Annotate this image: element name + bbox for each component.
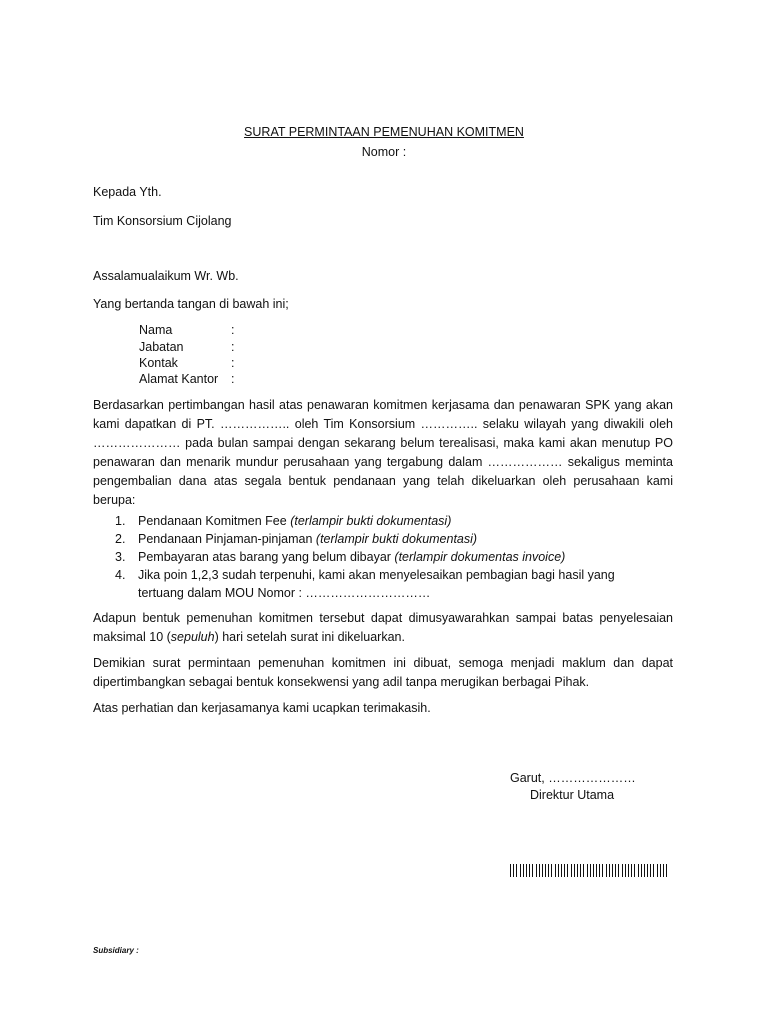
list-item-number: 2. — [115, 532, 126, 546]
barcode-bar — [516, 864, 517, 877]
barcode-bar — [618, 864, 619, 877]
recipient-salutation: Kepada Yth. — [93, 185, 162, 199]
identity-colon: : — [231, 372, 235, 386]
barcode-bar — [606, 864, 607, 877]
barcode-bar — [513, 864, 514, 877]
barcode-bar — [571, 864, 572, 877]
identity-label: Jabatan — [139, 340, 184, 354]
barcode-signature — [510, 864, 673, 877]
barcode-bar — [628, 864, 629, 877]
identity-label: Nama — [139, 323, 173, 337]
barcode-bar — [590, 864, 591, 877]
identity-row-alamat — [139, 372, 234, 388]
list-item-note: (terlampir dokumentas invoice) — [394, 550, 566, 564]
barcode-bar — [539, 864, 540, 877]
barcode-bar — [545, 864, 546, 877]
barcode-bar — [647, 864, 648, 877]
barcode-bar — [644, 864, 645, 877]
barcode-bar — [561, 864, 562, 877]
list-item-number: 1. — [115, 514, 126, 528]
barcode-bar — [574, 864, 575, 877]
footer-subsidiary: Subsidiary : — [93, 946, 139, 955]
recipient-name: Tim Konsorsium Cijolang — [93, 214, 232, 228]
barcode-bar — [558, 864, 559, 877]
signature-place-date: Garut, ………………… — [510, 771, 636, 785]
barcode-bar — [663, 864, 664, 877]
closing-paragraph-1-end: ) hari setelah surat ini dikeluarkan. — [214, 630, 405, 644]
identity-row-kontak — [139, 356, 234, 372]
barcode-bar — [631, 864, 632, 877]
barcode-bar — [638, 864, 639, 877]
identity-colon: : — [231, 340, 235, 354]
barcode-bar — [548, 864, 549, 877]
barcode-bar — [657, 864, 658, 877]
barcode-bar — [653, 864, 654, 877]
barcode-bar — [542, 864, 543, 877]
list-item-text: Pendanaan Komitmen Fee — [138, 514, 291, 528]
barcode-bar — [666, 864, 667, 877]
closing-paragraph-3: Atas perhatian dan kerjasamanya kami ucapkan terimakasih. — [93, 701, 431, 715]
identity-row-nama — [139, 323, 234, 339]
barcode-bar — [641, 864, 642, 877]
barcode-bar — [577, 864, 578, 877]
barcode-bar — [526, 864, 527, 877]
barcode-bar — [564, 864, 565, 877]
funding-list — [115, 512, 675, 602]
barcode-bar — [660, 864, 661, 877]
barcode-bar — [583, 864, 584, 877]
list-item-note: (terlampir bukti dokumentasi) — [315, 532, 478, 546]
intro-line: Yang bertanda tangan di bawah ini; — [93, 297, 289, 311]
barcode-bar — [650, 864, 651, 877]
barcode-bar — [634, 864, 635, 877]
barcode-bar — [622, 864, 623, 877]
barcode-bar — [555, 864, 556, 877]
closing-paragraph-2: Demikian surat permintaan pemenuhan komitmen ini dibuat, semoga menjadi maklum dan dapat dipertimbangkan sebagai bentuk konsekwensi yang adil tanpa merugikan berbagai Pihak. — [93, 656, 673, 689]
barcode-bar — [532, 864, 533, 877]
list-item — [115, 512, 675, 530]
closing-paragraph-1-italic: sepuluh — [170, 630, 215, 644]
barcode-bar — [587, 864, 588, 877]
identity-colon: : — [231, 356, 235, 370]
list-item-number: 4. — [115, 568, 126, 582]
barcode-bar — [615, 864, 616, 877]
identity-label: Alamat Kantor — [139, 372, 219, 386]
closing-paragraph-1-start: Adapun bentuk pemenuhan komitmen tersebut dapat dimusyawarahkan sampai batas penyelesaian maksimal 10 ( — [93, 611, 673, 644]
identity-row-jabatan — [139, 340, 234, 356]
list-item-number: 3. — [115, 550, 126, 564]
signature-position: Direktur Utama — [530, 788, 615, 802]
barcode-bar — [580, 864, 581, 877]
list-item — [115, 566, 638, 602]
identity-colon: : — [231, 323, 235, 337]
barcode-bar — [567, 864, 568, 877]
barcode-bar — [510, 864, 511, 877]
barcode-bar — [625, 864, 626, 877]
barcode-bar — [596, 864, 597, 877]
barcode-bar — [609, 864, 610, 877]
barcode-bar — [599, 864, 600, 877]
barcode-bar — [551, 864, 552, 877]
body-paragraph: Berdasarkan pertimbangan hasil atas penawaran komitmen kerjasama dan penawaran SPK yang akan kami dapatkan di PT. …………….. oleh Tim Konsorsium ………….. selaku wilayah yang diwakili oleh ………………… pada bulan sampai dengan sekarang belum terealisasi, maka kami akan menutup PO penawaran dan menarik mundur perusahaan yang tergabung dalam ……………… sekaligus meminta pengembalian dana atas segala bentuk pendanaan yang telah dikeluarkan oleh perusahaan kami berupa: — [93, 398, 673, 507]
barcode-bar — [593, 864, 594, 877]
list-item-text: Pendanaan Pinjaman-pinjaman — [138, 532, 316, 546]
letter-number: Nomor : — [361, 145, 407, 159]
list-item-note: (terlampir bukti dokumentasi) — [290, 514, 452, 528]
letter-title: SURAT PERMINTAAN PEMENUHAN KOMITMEN — [244, 125, 524, 139]
barcode-bar — [523, 864, 524, 877]
list-item — [115, 530, 675, 548]
barcode-bar — [612, 864, 613, 877]
list-item-text: Jika poin 1,2,3 sudah terpenuhi, kami akan menyelesaikan pembagian bagi hasil yang tertuang dalam MOU Nomor : ………………………… — [138, 568, 615, 600]
barcode-bar — [529, 864, 530, 877]
list-item — [115, 548, 675, 566]
barcode-bar — [602, 864, 603, 877]
greeting: Assalamualaikum Wr. Wb. — [93, 269, 239, 283]
closing-paragraph-1 — [93, 609, 673, 647]
list-item-text: Pembayaran atas barang yang belum dibayar — [138, 550, 395, 564]
identity-label: Kontak — [139, 356, 178, 370]
barcode-bar — [536, 864, 537, 877]
barcode-bar — [520, 864, 521, 877]
